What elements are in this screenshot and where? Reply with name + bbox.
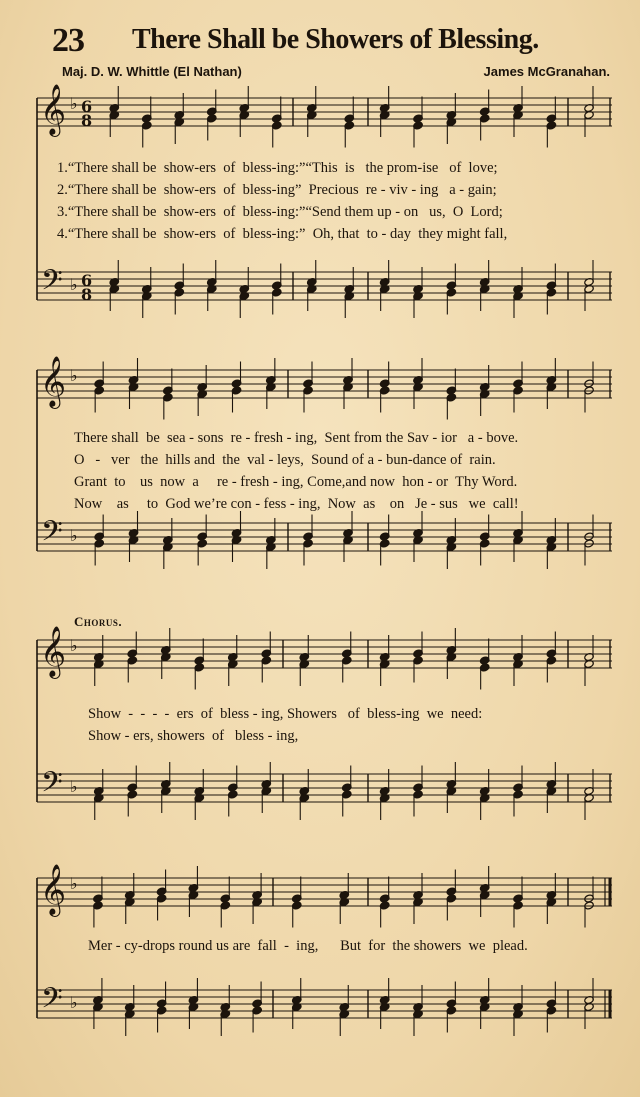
verse-line-5: There shall be sea - sons re - fresh - ing, Sent from the Sav - ior a - bove. — [74, 430, 519, 446]
bass-clef-icon: 𝄢 — [41, 982, 63, 1022]
chorus-line-2: Show - ers, showers of bless - ing, — [88, 728, 299, 744]
treble-clef-icon: 𝄞 — [40, 84, 67, 135]
flat-icon: ♭ — [70, 993, 78, 1012]
time-signature-bottom: 8 — [81, 285, 93, 304]
verse-line-1: 1.“There shall be show-ers of bless-ing:”“This is the prom-ise of love; — [57, 160, 498, 176]
author-credit: Maj. D. W. Whittle (El Nathan) — [62, 64, 242, 79]
verse-line-3: 3.“There shall be show-ers of bless-ing:”“Send them up - on us, O Lord; — [57, 204, 503, 220]
flat-icon: ♭ — [70, 275, 78, 294]
flat-icon: ♭ — [70, 526, 78, 545]
flat-icon: ♭ — [70, 636, 78, 655]
verse-line-2: 2.“There shall be show-ers of bless-ing” Precious re - viv - ing a - gain; — [57, 182, 497, 198]
time-signature-top: 6 — [81, 271, 93, 290]
flat-icon: ♭ — [70, 874, 78, 893]
bass-clef-icon: 𝄢 — [41, 766, 63, 806]
verse-line-7: Grant to us now a re - fresh - ing, Come,and now hon - or Thy Word. — [74, 474, 518, 490]
treble-clef-icon: 𝄞 — [40, 356, 67, 407]
flat-icon: ♭ — [70, 94, 78, 113]
chorus-line-1: Show - - - - ers of bless - ing, Showers of bless-ing we need: — [88, 706, 483, 722]
hymn-number: 23 — [52, 22, 84, 59]
treble-clef-icon: 𝄞 — [40, 626, 67, 677]
verse-line-6: O - ver the hills and the val - leys, Sound of a - bun-dance of rain. — [74, 452, 496, 468]
flat-icon: ♭ — [70, 366, 78, 385]
composer-credit: James McGranahan. — [483, 64, 610, 79]
time-signature-bottom: 8 — [81, 111, 93, 130]
bass-clef-icon: 𝄢 — [41, 515, 63, 555]
verse-line-8: Now as to God we’re con - fess - ing, Now as on Je - sus we call! — [74, 496, 519, 512]
flat-icon: ♭ — [70, 777, 78, 796]
chorus-line-3: Mer - cy-drops round us are fall - ing, But for the showers we plead. — [88, 938, 528, 954]
bass-clef-icon: 𝄢 — [41, 264, 63, 304]
verse-line-4: 4.“There shall be show-ers of bless-ing:” Oh, that to - day they might fall, — [57, 226, 508, 242]
time-signature-top: 6 — [81, 97, 93, 116]
chorus-label: Chorus. — [74, 614, 123, 629]
treble-clef-icon: 𝄞 — [40, 864, 67, 915]
hymn-title: There Shall be Showers of Blessing. — [132, 24, 539, 55]
